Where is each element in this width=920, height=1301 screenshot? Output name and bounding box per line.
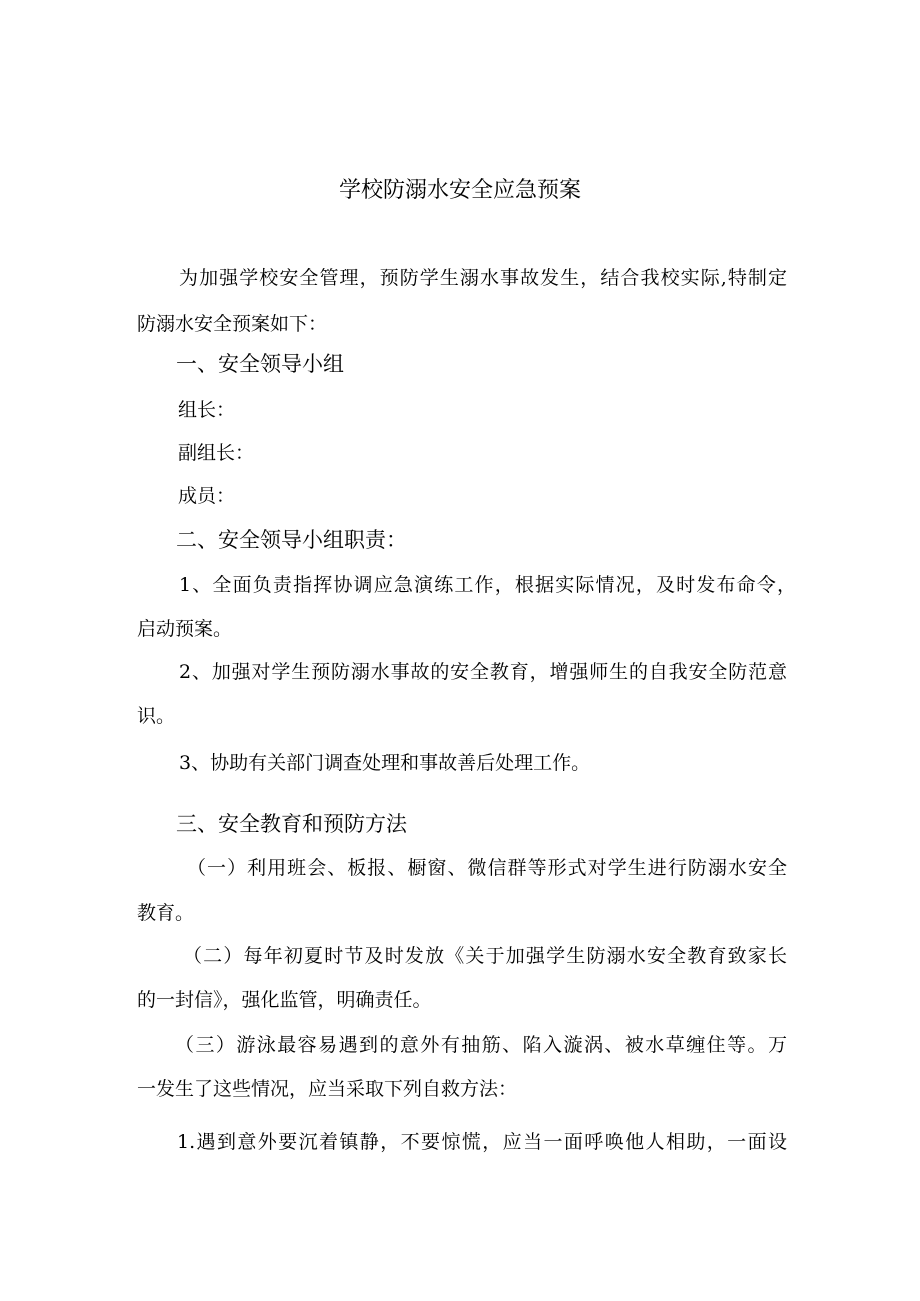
duty-2-line-1: 2、加强对学生预防溺水事故的安全教育，增强师生的自我安全防范意 bbox=[179, 661, 787, 683]
section-2-heading: 二、安全领导小组职责： bbox=[176, 528, 407, 552]
members-label: 成员： bbox=[178, 485, 236, 507]
duty-2-line-2: 识。 bbox=[137, 705, 176, 727]
method-3-line-1: （三）游泳最容易遇到的意外有抽筋、陷入漩涡、被水草缠住等。万 bbox=[175, 1034, 787, 1056]
duty-3: 3、协助有关部门调查处理和事故善后处理工作。 bbox=[179, 752, 591, 774]
self-rescue-step-1-line-1: 1.遇到意外要沉着镇静，不要惊慌，应当一面呼唤他人相助，一面设 bbox=[177, 1131, 787, 1153]
section-3-heading: 三、安全教育和预防方法 bbox=[176, 812, 407, 836]
intro-line-2: 防溺水安全预案如下： bbox=[137, 313, 328, 335]
method-3-line-2: 一发生了这些情况，应当采取下列自救方法： bbox=[137, 1078, 518, 1100]
deputy-leader-label: 副组长： bbox=[178, 442, 255, 464]
method-2-line-1: （二）每年初夏时节及时发放《关于加强学生防溺水安全教育致家长 bbox=[183, 945, 787, 967]
method-1-line-1: （一）利用班会、板报、橱窗、微信群等形式对学生进行防溺水安全 bbox=[187, 857, 787, 879]
leader-label: 组长： bbox=[178, 399, 236, 421]
duty-1-line-2: 启动预案。 bbox=[137, 618, 233, 640]
duty-1-line-1: 1、全面负责指挥协调应急演练工作，根据实际情况，及时发布命令， bbox=[179, 574, 796, 596]
intro-line-1: 为加强学校安全管理，预防学生溺水事故发生，结合我校实际,特制定 bbox=[179, 267, 787, 289]
document-title: 学校防溺水安全应急预案 bbox=[338, 178, 581, 203]
section-1-heading: 一、安全领导小组 bbox=[176, 352, 344, 376]
method-1-line-2: 教育。 bbox=[137, 902, 195, 924]
method-2-line-2: 的一封信》，强化监管，明确责任。 bbox=[137, 989, 432, 1011]
